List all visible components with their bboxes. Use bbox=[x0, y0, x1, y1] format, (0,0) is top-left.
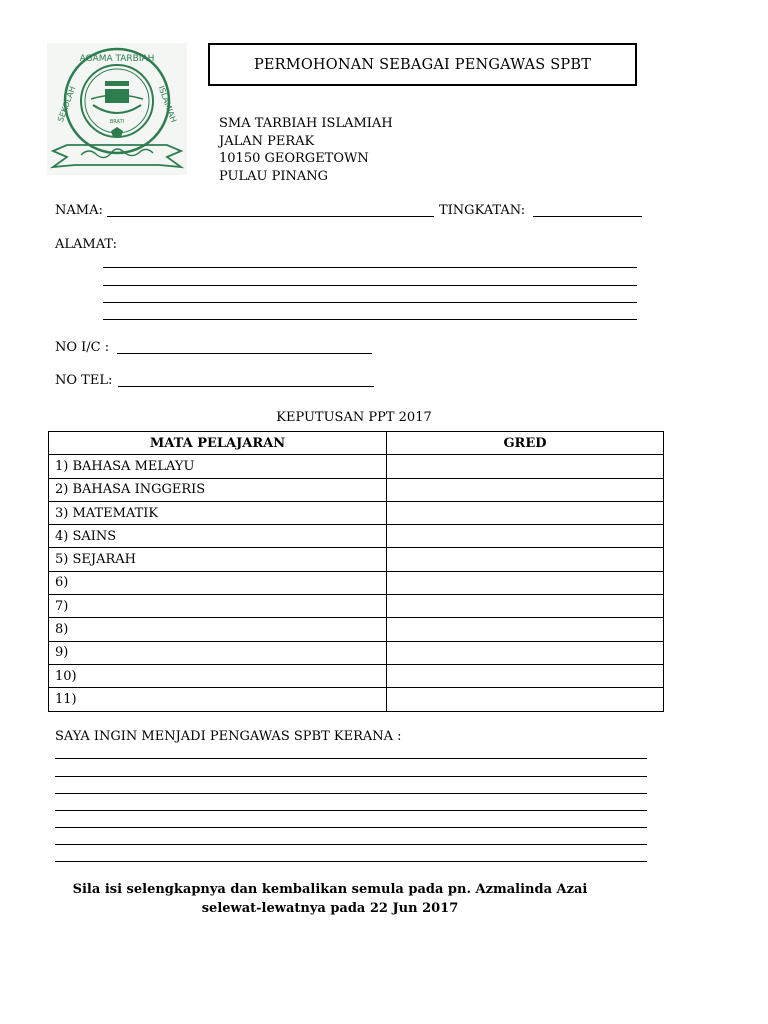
subject-cell: 1) BAHASA MELAYU bbox=[49, 455, 387, 478]
results-table bbox=[48, 431, 664, 712]
footer-line-1: Sila isi selengkapnya dan kembalikan semula pada pn. Azmalinda Azai bbox=[72, 882, 588, 897]
tingkatan-field[interactable] bbox=[533, 216, 642, 217]
reason-label: SAYA INGIN MENJADI PENGAWAS SPBT KERANA : bbox=[55, 729, 402, 744]
form-title-text: PERMOHONAN SEBAGAI PENGAWAS SPBT bbox=[253, 56, 592, 73]
logo-text-left: SEKOLAH bbox=[56, 85, 78, 124]
subject-cell[interactable]: 9) bbox=[49, 641, 387, 664]
school-street: JALAN PERAK bbox=[219, 133, 315, 149]
subject-cell[interactable]: 7) bbox=[49, 595, 387, 618]
results-heading: KEPUTUSAN PPT 2017 bbox=[276, 410, 432, 425]
reason-field-line[interactable] bbox=[55, 844, 647, 845]
alamat-field-line[interactable] bbox=[103, 302, 637, 303]
subject-cell: 2) BAHASA INGGERIS bbox=[49, 478, 387, 501]
table-row bbox=[49, 595, 664, 618]
col-grade-header: GRED bbox=[387, 432, 664, 455]
alamat-field-line[interactable] bbox=[103, 319, 637, 320]
logo-text-right: ISLAMIAH bbox=[156, 84, 179, 124]
no-tel-label: NO TEL: bbox=[55, 373, 113, 388]
reason-field-line[interactable] bbox=[55, 793, 647, 794]
grade-cell[interactable] bbox=[387, 641, 664, 664]
form-title bbox=[208, 43, 637, 86]
reason-field-line[interactable] bbox=[55, 861, 647, 862]
subject-cell: 3) MATEMATIK bbox=[49, 501, 387, 524]
grade-cell[interactable] bbox=[387, 571, 664, 594]
nama-label: NAMA: bbox=[55, 203, 103, 218]
grade-cell[interactable] bbox=[387, 664, 664, 687]
subject-cell[interactable]: 10) bbox=[49, 664, 387, 687]
table-row bbox=[49, 455, 664, 478]
table-row bbox=[49, 618, 664, 641]
nama-field[interactable] bbox=[107, 216, 434, 217]
reason-field-line[interactable] bbox=[55, 810, 647, 811]
subject-cell[interactable]: 6) bbox=[49, 571, 387, 594]
grade-cell[interactable] bbox=[387, 478, 664, 501]
grade-cell[interactable] bbox=[387, 688, 664, 711]
no-ic-label: NO I/C : bbox=[55, 340, 110, 355]
grade-cell[interactable] bbox=[387, 525, 664, 548]
footer-line-2: selewat-lewatnya pada 22 Jun 2017 bbox=[201, 901, 459, 916]
tingkatan-label: TINGKATAN: bbox=[439, 203, 526, 218]
logo-text-top: AGAMA TARBIAH bbox=[79, 54, 155, 64]
table-row bbox=[49, 548, 664, 571]
table-row bbox=[49, 478, 664, 501]
table-header-row bbox=[49, 432, 664, 455]
school-address bbox=[219, 115, 393, 185]
alamat-label: ALAMAT: bbox=[55, 237, 117, 252]
subject-cell[interactable]: 8) bbox=[49, 618, 387, 641]
school-city: 10150 GEORGETOWN bbox=[219, 151, 369, 166]
footer-note bbox=[0, 880, 660, 918]
logo-text-small: BRATI bbox=[109, 119, 125, 125]
alamat-field-line[interactable] bbox=[103, 285, 637, 286]
school-name: SMA TARBIAH ISLAMIAH bbox=[219, 116, 393, 131]
grade-cell[interactable] bbox=[387, 595, 664, 618]
grade-cell[interactable] bbox=[387, 618, 664, 641]
reason-field-line[interactable] bbox=[55, 776, 647, 777]
subject-cell: 5) SEJARAH bbox=[49, 548, 387, 571]
table-row bbox=[49, 571, 664, 594]
reason-field-line[interactable] bbox=[55, 827, 647, 828]
col-subject-header: MATA PELAJARAN bbox=[49, 432, 387, 455]
table-row bbox=[49, 641, 664, 664]
table-row bbox=[49, 525, 664, 548]
subject-cell: 4) SAINS bbox=[49, 525, 387, 548]
table-row bbox=[49, 501, 664, 524]
subject-cell[interactable]: 11) bbox=[49, 688, 387, 711]
reason-field-line[interactable] bbox=[55, 758, 647, 759]
grade-cell[interactable] bbox=[387, 548, 664, 571]
alamat-field-line[interactable] bbox=[103, 267, 637, 268]
grade-cell[interactable] bbox=[387, 501, 664, 524]
school-logo bbox=[47, 43, 187, 175]
no-ic-field[interactable] bbox=[117, 353, 372, 354]
school-state: PULAU PINANG bbox=[219, 168, 328, 184]
grade-cell[interactable] bbox=[387, 455, 664, 478]
no-tel-field[interactable] bbox=[118, 386, 374, 387]
table-row bbox=[49, 664, 664, 687]
table-row bbox=[49, 688, 664, 711]
